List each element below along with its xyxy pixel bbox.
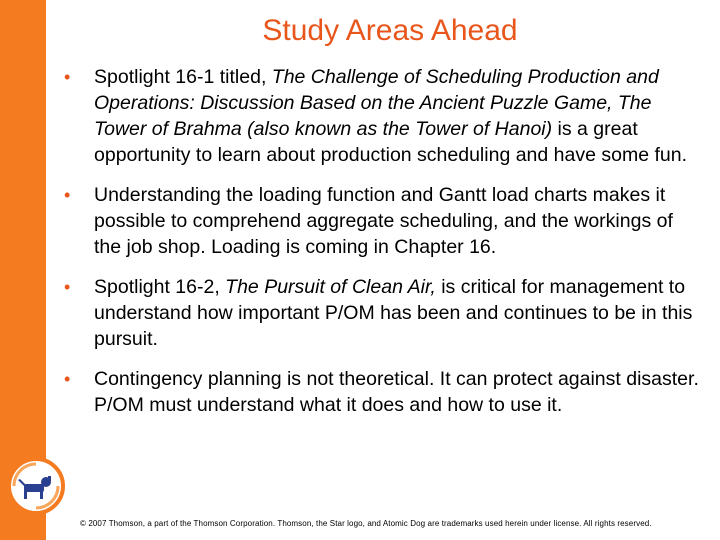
copyright-footer: © 2007 Thomson, a part of the Thomson Corporation. Thomson, the Star logo, and Atomic Dog are trademarks used herein under license. All rights reserved.: [80, 519, 652, 528]
bullet-text: Contingency planning is not theoretical. It can protect against disaster. P/OM must understand what it does and how to use it.: [94, 368, 699, 416]
slide-title: Study Areas Ahead: [262, 14, 518, 47]
bullet-text: Understanding the loading function and Gantt load charts makes it possible to comprehend aggregate scheduling, and the workings of the job shop. Loading is coming in Chapter 16.: [94, 184, 673, 258]
bullet-text: is a great opportunity to learn about production scheduling and have some fun.: [94, 118, 687, 166]
bullet-text: Spotlight 16-1 titled,: [94, 66, 272, 88]
bullet-dot-icon: •: [64, 277, 71, 297]
bullet-italic-text: The Challenge of Scheduling Production and Operations: Discussion Based on the Ancient Puzzle Game, The Tower of Brahma (also known as the Tower of Hanoi): [94, 66, 659, 140]
bullet-dot-icon: •: [64, 185, 71, 205]
bullet-item: [62, 274, 702, 352]
bullet-italic-text: The Pursuit of Clean Air,: [225, 276, 436, 298]
bullet-item: [62, 182, 702, 260]
bullet-text: Spotlight 16-2,: [94, 276, 226, 298]
bullet-dot-icon: •: [64, 369, 71, 389]
bullet-dot-icon: •: [64, 67, 71, 87]
bullet-item: [62, 64, 702, 168]
atomic-dog-logo-icon: [6, 456, 66, 516]
bullet-list: [62, 64, 702, 432]
bullet-item: [62, 366, 702, 418]
bullet-text: is critical for management to understand how important P/OM has been and continues to be in this pursuit.: [94, 276, 693, 350]
